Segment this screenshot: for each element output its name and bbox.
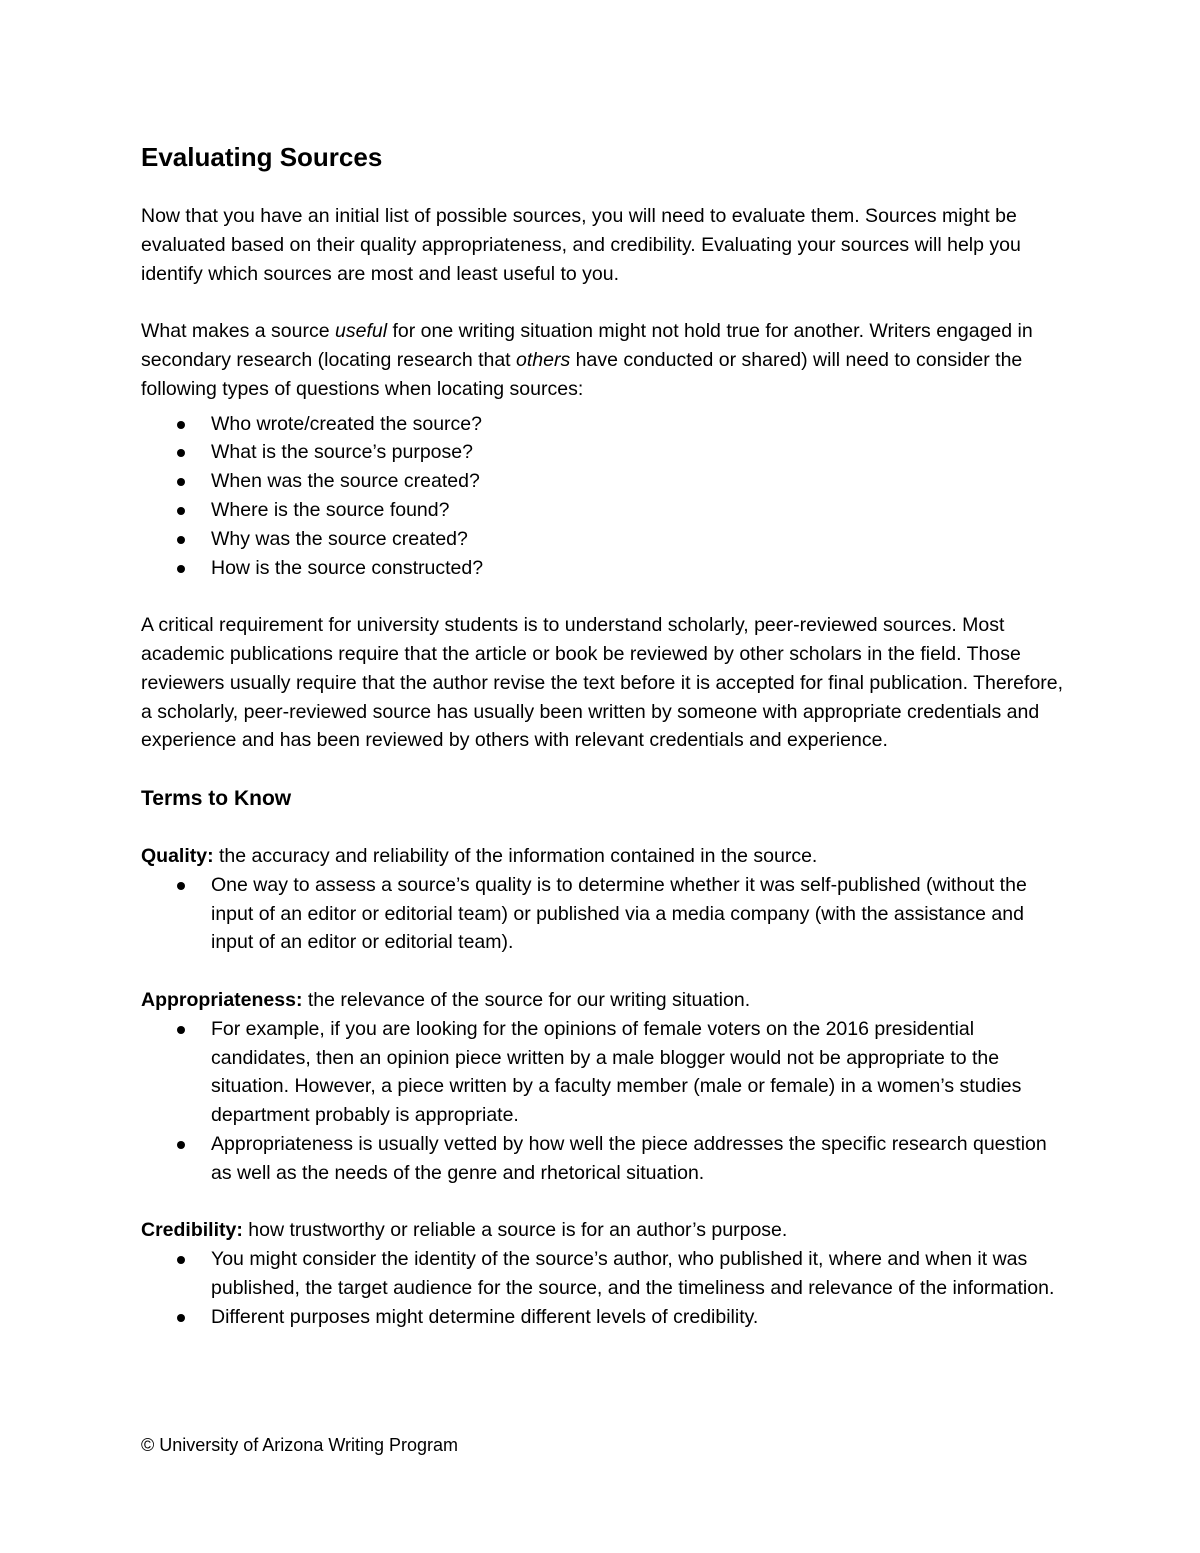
usefulness-paragraph: What makes a source useful for one writing situation might not hold true for another. Writers engaged in secondary research (locating research that others have conducted or shared) will need to consider the following types of questions when locating sources: <box>141 320 1033 400</box>
term-quality: Quality: the accuracy and reliability of the information contained in the source. <box>141 844 818 867</box>
scholarly-paragraph: A critical requirement for university students is to understand scholarly, peer-reviewed sources. Most academic publications require that the article or book be reviewed by other scholars in the field. Those reviewers usually require that the author revise the text before it is accepted for final publication. Therefore, a scholarly, peer-reviewed source has usually been written by someone with appropriate credentials and experience and has been reviewed by others with relevant credentials and experience. <box>141 614 1064 752</box>
term-credibility: Credibility: how trustworthy or reliable a source is for an author’s purpose. <box>141 1219 788 1242</box>
list-item: One way to assess a source’s quality is to determine whether it was self-published (without the input of an editor or editorial team) or published via a media company (with the assistance and input of an editor or editorial team). <box>211 871 1066 957</box>
list-item: Who wrote/created the source? <box>211 410 1066 439</box>
list-item: Appropriateness is usually vetted by how well the piece addresses the specific research question as well as the needs of the genre and rhetorical situation. <box>211 1130 1066 1188</box>
term-appropriateness: Appropriateness: the relevance of the source for our writing situation. <box>141 988 751 1011</box>
page-title: Evaluating Sources <box>141 142 383 172</box>
list-item: For example, if you are looking for the opinions of female voters on the 2016 presidential candidates, then an opinion piece written by a male blogger would not be appropriate to the situation. However, a piece written by a faculty member (male or female) in a women’s studies department probably is appropriate. <box>211 1015 1066 1130</box>
credibility-bullets <box>141 1245 1066 1331</box>
list-item: What is the source’s purpose? <box>211 438 1066 467</box>
questions-list <box>141 410 1066 583</box>
document-page <box>141 140 1066 1360</box>
intro-paragraph: Now that you have an initial list of possible sources, you will need to evaluate them. Sources might be evaluated based on their quality appropriateness, and credibility. Evaluating your sources will help you identify which sources are most and least useful to you. <box>141 205 1021 285</box>
appropriateness-bullets <box>141 1015 1066 1188</box>
terms-heading: Terms to Know <box>141 786 292 810</box>
list-item: When was the source created? <box>211 467 1066 496</box>
list-item: Why was the source created? <box>211 525 1066 554</box>
list-item: Different purposes might determine different levels of credibility. <box>211 1303 1066 1332</box>
list-item: You might consider the identity of the source’s author, who published it, where and when it was published, the target audience for the source, and the timeliness and relevance of the information. <box>211 1245 1066 1303</box>
copyright-footer: © University of Arizona Writing Program <box>141 1435 459 1455</box>
list-item: How is the source constructed? <box>211 554 1066 583</box>
quality-bullets <box>141 871 1066 957</box>
list-item: Where is the source found? <box>211 496 1066 525</box>
